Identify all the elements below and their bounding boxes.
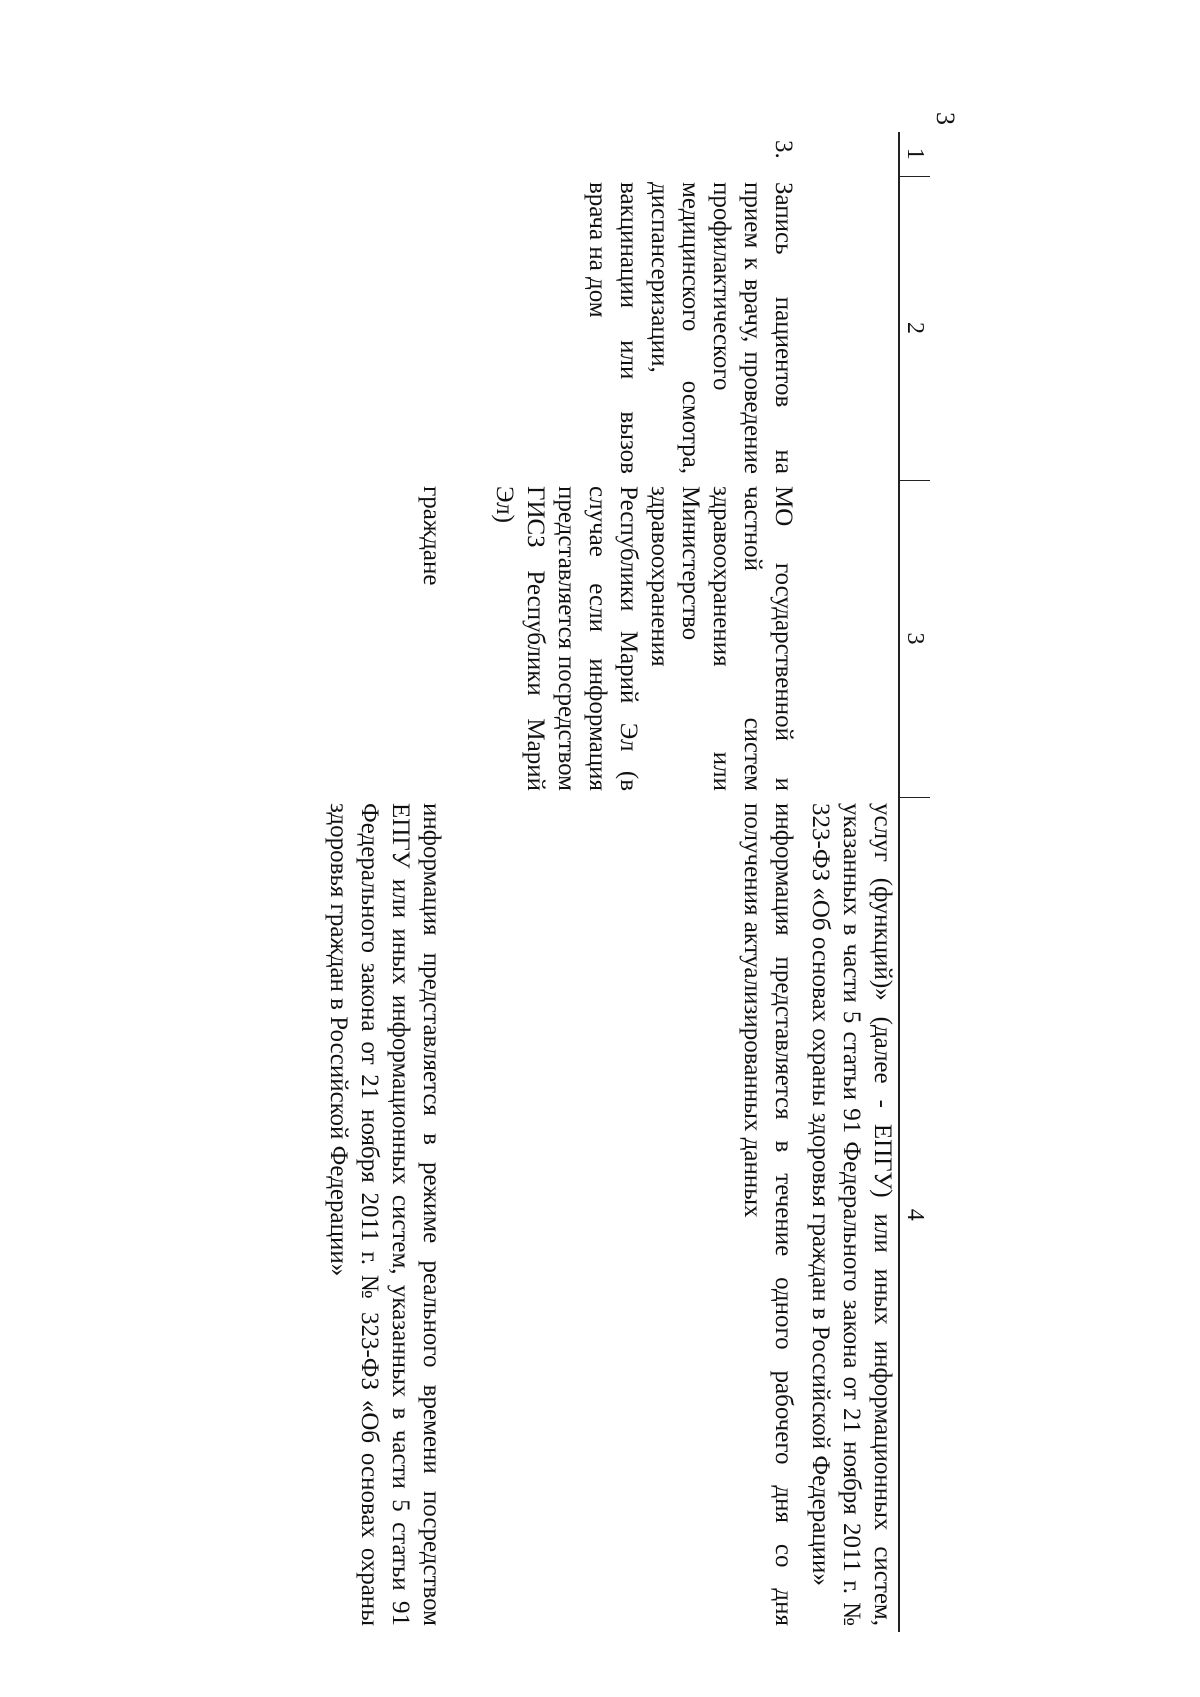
provider-cell	[805, 480, 899, 797]
table-row	[323, 132, 489, 1632]
row-number	[805, 132, 899, 176]
header-col-2: 2	[899, 176, 930, 480]
service-cell: Запись пациентов на прием к врачу, проведение профилактического медицинского осмотра, диспансеризации, вакцинации или вызов врача на дом	[584, 182, 797, 474]
timing-cell: услуг (функций)» (далее - ЕПГУ) или иных информационных систем, указанных в части 5 статьи 91 Федерального закона от 21 ноября 2011 г. № 323-ФЗ «Об основах охраны здоровья граждан в Российской Федерации»	[807, 803, 896, 1626]
header-col-3: 3	[899, 480, 930, 797]
rotated-content	[190, 112, 1040, 1632]
table-row	[489, 132, 805, 1632]
service-cell	[805, 176, 899, 480]
header-col-4: 4	[899, 797, 930, 1632]
table-header-row	[899, 132, 930, 1632]
header-col-1: 1	[899, 132, 930, 176]
table-row	[805, 132, 899, 1632]
provider-cell: МО государственной и частной систем здравоохранения или Министерство здравоохранения Республики Марий Эл (в случае если информация представляется посредством ГИСЗ Республики Марий Эл)	[491, 486, 797, 791]
row-number: 3.	[770, 140, 797, 159]
row-number	[323, 132, 489, 176]
timing-cell: информация представляется в течение одного рабочего дня со дня получения актуализированных данных	[739, 803, 797, 1626]
service-cell	[323, 176, 489, 480]
page-number: 3	[931, 112, 960, 125]
provider-cell: граждане	[418, 486, 445, 586]
timing-cell: информация представляется в режиме реального времени посредством ЕПГУ или иных информационных систем, указанных в части 5 статьи 91 Федерального закона от 21 ноября 2011 г. № 323-ФЗ «Об основах охраны здоровья граждан в Российской Федерации»	[325, 803, 445, 1626]
services-table	[323, 132, 930, 1632]
